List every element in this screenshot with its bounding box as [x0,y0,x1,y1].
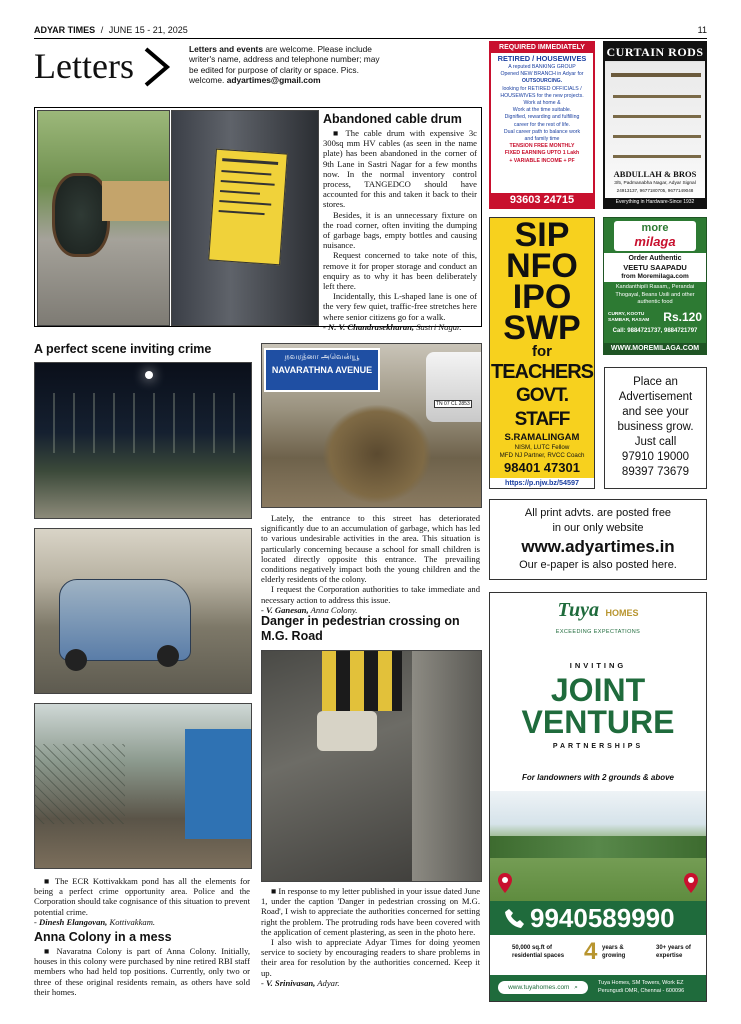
ad-sip-word: SIP [514,216,570,254]
ad-website-url[interactable]: www.adyartimes.in [521,537,675,556]
ad-tuya-stats [490,939,706,967]
ad-sip-govt: GOVT. STAFF [514,385,570,430]
ad-place-phone: 89397 73679 [621,466,690,478]
ad-place-line: business grow. [617,421,694,433]
ad-retired-line: TENSION FREE MONTHLY [509,143,575,150]
ad-sip-cred2: MFD NJ Partner, RVCC Coach [499,452,585,459]
ad-place-line: Just call [634,436,677,448]
ad-sip-word: SWP [503,309,581,347]
ad-tuya-stat2: years & growing [602,945,626,959]
ad-retired-line: looking for RETIRED OFFICIALS / [502,85,582,92]
ad-milaga-order [604,253,706,282]
ad-tuya-logo [490,599,706,622]
ad-website [489,499,707,580]
ad-moremilaga [603,217,707,355]
ad-retired-line: Opened NEW BRANCH in Adyar for [500,71,584,78]
ad-sip [489,217,595,489]
ad-milaga-call: Call: 9884721737, 9884721797 [612,328,698,334]
ad-website-line2: in our only website [552,522,644,534]
ad-tuya-phone-bar [490,901,706,935]
danger-signature: - V. Srinivasan, Adyar. [261,977,340,988]
ad-sip-words [490,216,594,347]
ad-place-phone: 97910 19000 [621,451,690,463]
pedestrian-crossing-photo [261,650,482,882]
ad-tuya-partnerships: PARTNERSHIPS [552,743,644,750]
letters-note-bold: Letters and events [189,44,264,54]
crime-headline: A perfect scene inviting crime [34,342,212,356]
ad-retired-line: Work at the time suitable. [512,107,572,114]
anna-body [34,946,250,997]
cable-drum-signature: - N. V. Chandrasekharan, Sastri Nagar. [323,321,462,332]
anna-para: ■ Navaratna Colony is part of Anna Colony. Initially, houses in this colony were purchased by nine retired RBI staff members who had held top positions. Currently, only two or three of these original residents remain, as others have sold their homes. [34,946,250,997]
nameplate-label [208,149,288,266]
ad-place-line: Place an [633,376,678,388]
ad-retired-line: and family time [524,136,560,143]
ad-retired-phone: 93603 24715 [491,193,593,207]
anna-headline: Anna Colony in a mess [34,930,172,944]
pond-night-photo [34,362,252,519]
header-separator: / [100,25,104,35]
location-pin-icon [498,873,512,893]
ad-tuya-web[interactable] [498,981,588,994]
ad-tuya-brand2: HOMES [605,608,639,618]
ad-tuya-phone: 9940589990 [530,903,675,933]
ad-retired-line: Work at home & [523,100,561,107]
location-pin-icon [684,873,698,893]
cable-drum-headline: Abandoned cable drum [323,112,462,126]
ad-milaga-line1: Order Authentic [628,255,682,262]
ad-curtain-tagline: Everything in Hardware-Since 1932 [605,198,705,207]
ad-tuya-landowners: For landowners with 2 grounds & above [521,773,674,782]
header-rule [34,38,707,39]
ad-tuya-footer [490,975,706,1001]
ad-sip-teachers: TEACHERS [490,361,593,383]
cable-drum-para-1: ■ The cable drum with expensive 3c 300sq mm HV cables (as seen in the name plate) has been abandoned in the corner of 9th Lane in Sastri Nagar for a few months now. In the normal inventory control process, TANGEDCO should have accounted for this and taken it back to their stores. [323,128,478,210]
abandoned-car-photo [34,528,252,694]
letters-email: adyartimes@gmail.com [226,75,321,86]
letters-note [189,44,389,86]
ad-retired-line: career for the rest of life. [513,121,571,128]
ad-milaga-item1: CURRY, KOOTU [608,312,645,317]
chevron-right-icon [142,46,172,88]
navarathna-body [261,513,480,615]
navarathna-sign-photo [261,343,482,508]
street-sign-english: NAVARATHNA AVENUE [271,365,373,375]
publication-name: ADYAR TIMES [34,25,96,35]
page-header [34,25,707,39]
ad-tuya-tag: EXCEEDING EXPECTATIONS [555,629,641,635]
ad-milaga-price: Rs.120 [663,310,702,324]
navarathna-para-2: I request the Corporation authorities to take immediate and necessary action to address this issue. [261,584,480,605]
page-number: 11 [697,25,707,35]
letters-title: Letters [34,46,134,86]
ad-website-line3: Our e-paper is also posted here. [519,559,677,571]
navarathna-para-1: Lately, the entrance to this street has deteriorated significantly due to an accumulation of garbage, which has led to various undesirable activities in the area. This situation is particularly concerning because a school for small children is located directly opposite this entrance. The prevailing conditions negatively impact both the young children and the elderly residents of the colony. [261,513,480,585]
ad-retired-line: FIXED EARNING UPTO 1 Lakh [504,150,580,157]
ad-tuya-joint: JOINT [550,672,646,708]
ad-tuya-stat3: 30+ years of expertise [656,945,691,959]
cable-drum-para-2: Besides, it is an unnecessary fixture on the road corner, often inviting the dumping of garbage bags, empty bottles and causing nuisance. [323,209,477,251]
ad-retired-line: HOUSEWIVES for the new projects. [500,92,584,99]
curtain-rod-graphic [611,73,701,77]
ad-milaga-items [608,312,649,324]
ad-place-line: Advertisement [618,391,693,403]
ad-curtain-address: 3/5, Padmanabha Nagar, Adyar Signal [614,181,696,186]
ad-place-line: and see your [622,406,689,418]
issue-date: JUNE 15 - 21, 2025 [108,25,188,35]
ad-retired-line: Dignified, rewarding and fulfilling [504,114,580,121]
ad-tuya-venture: VENTURE [521,704,675,740]
phone-icon [504,907,526,929]
ad-tuya-stat1: 50,000 sq.ft of residential spaces [512,945,565,959]
ad-sip-phone: 98401 47301 [504,460,580,475]
ad-retired-head: RETIRED / HOUSEWIVES [497,54,587,63]
danger-para-2: I also wish to appreciate Adyar Times for doing yeomen service to society by encouraging readers to share problems in their area for resolution by the authorities concerned. Keep it up. [261,937,480,978]
letters-banner [34,44,482,100]
wall-shape [102,181,169,221]
crime-body [34,876,250,927]
ad-retired-line: + VARIABLE INCOME + PF [509,157,575,164]
ad-tuya-inviting: INVITING [569,661,627,670]
cable-drum-article [34,107,482,332]
ad-sip-link[interactable]: https://p.njw.bz/54597 [490,478,594,488]
ad-sip-name: S.RAMALINGAM [504,432,580,443]
cable-drum-photo-nameplate [171,110,319,326]
ad-website-line1: All print advts. are posted free [524,507,672,519]
ad-sip-word: NFO [506,247,578,285]
ad-tuya-homes [489,592,707,1002]
parked-car [426,352,481,422]
ad-retired-line: Dual career path to balance work [503,128,581,135]
ad-curtain-name: ABDULLAH & BROS [613,169,697,179]
ad-milaga-products: Kandanthipili Rasam,, Perandai Thogayal, Beans Usili and other authentic food [615,284,695,305]
ad-tuya-address: Tuya Homes, SM Towers, Work EZ Perungudi OMR, Chennai - 600096 [598,980,685,994]
ad-milaga-logo [614,221,696,251]
ad-milaga-web[interactable]: WWW.MOREMILAGA.COM [604,343,706,354]
ad-sip-word: IPO [512,278,572,316]
ad-tuya-web-text: www.tuyahomes.com [508,984,570,991]
ad-retired-line: OUTSOURCING. [521,78,563,85]
ad-milaga-line3: from Moremilaga.com [621,273,689,280]
cable-drum-body [323,128,477,332]
cable-drum-para-4: Incidentally, this L-shaped lane is one of the very few quiet, traffic-free stretches here where senior citizens go for a walk. [323,291,477,322]
garbage-pile [322,404,432,504]
ad-milaga-logo-bottom: milaga [634,234,676,249]
cable-drum-para-3: Request concerned to take note of this, remove it for proper storage and conduct an enquiry as to why it has been deliberately left there. [323,250,477,292]
ad-place-advertisement [604,367,707,489]
ad-sip-cred1: NISM, LUTC Fellow [514,444,570,451]
cable-drum-photo-street [37,110,170,326]
garbage-fence-photo [34,703,252,869]
crime-para: ■ The ECR Kottivakkam pond has all the elements for being a perfect crime opportunity area. Police and the Corporation should take cognisance of this situation to prevent potential crime. [34,876,250,917]
letters-note-text: are welcome. Please include writer's name, address and telephone number; may be edited for purpose of clarity or space. Pics. welcome. [189,44,380,86]
ad-tuya-stat2-num: 4 [584,938,598,965]
ad-tuya-land-photo [490,791,706,901]
ad-sip-for: for [532,343,552,360]
danger-para-1: ■ In response to my letter published in your issue dated June 1, under the caption 'Danger in pedestrian crossing on M.G. Road', I wish to appreciate the authorities concerned for setting right the problem. The protruding rods have been covered with the application of cement plastering, as seen in the photo here. [261,886,481,937]
danger-headline: Danger in pedestrian crossing on M.G. Road [261,614,460,643]
ad-tuya-brand: Tuya [557,599,599,621]
ad-retired-banner: REQUIRED IMMEDIATELY [491,43,593,53]
ad-curtain-phones: 24913137, 9677180705, 9677149048 [616,188,694,193]
ad-milaga-line2: VEETU SAAPADU [623,263,687,272]
search-icon: ⌕ [574,984,578,991]
street-sign [264,348,380,392]
ad-curtain-rods [603,41,707,209]
ad-retired-lines [491,64,593,165]
car-plate: TN 07 CL 2853 [436,401,470,407]
street-sign-tamil: நவரத்னா அவென்யூ [284,352,360,361]
ad-milaga-item2: SAMBAR, RASAM [608,318,650,323]
ad-milaga-logo-top: more [641,222,669,234]
navarathna-signature: - V. Ganesan, Anna Colony. [261,604,358,615]
danger-body [261,886,480,988]
ad-retired-housewives [489,41,595,209]
ad-curtain-title: CURTAIN RODS [606,45,704,59]
crime-signature: - Dinesh Elangovan, Kottivakkam. [34,916,156,927]
ad-retired-line: A reputed BANKING GROUP [508,64,576,70]
